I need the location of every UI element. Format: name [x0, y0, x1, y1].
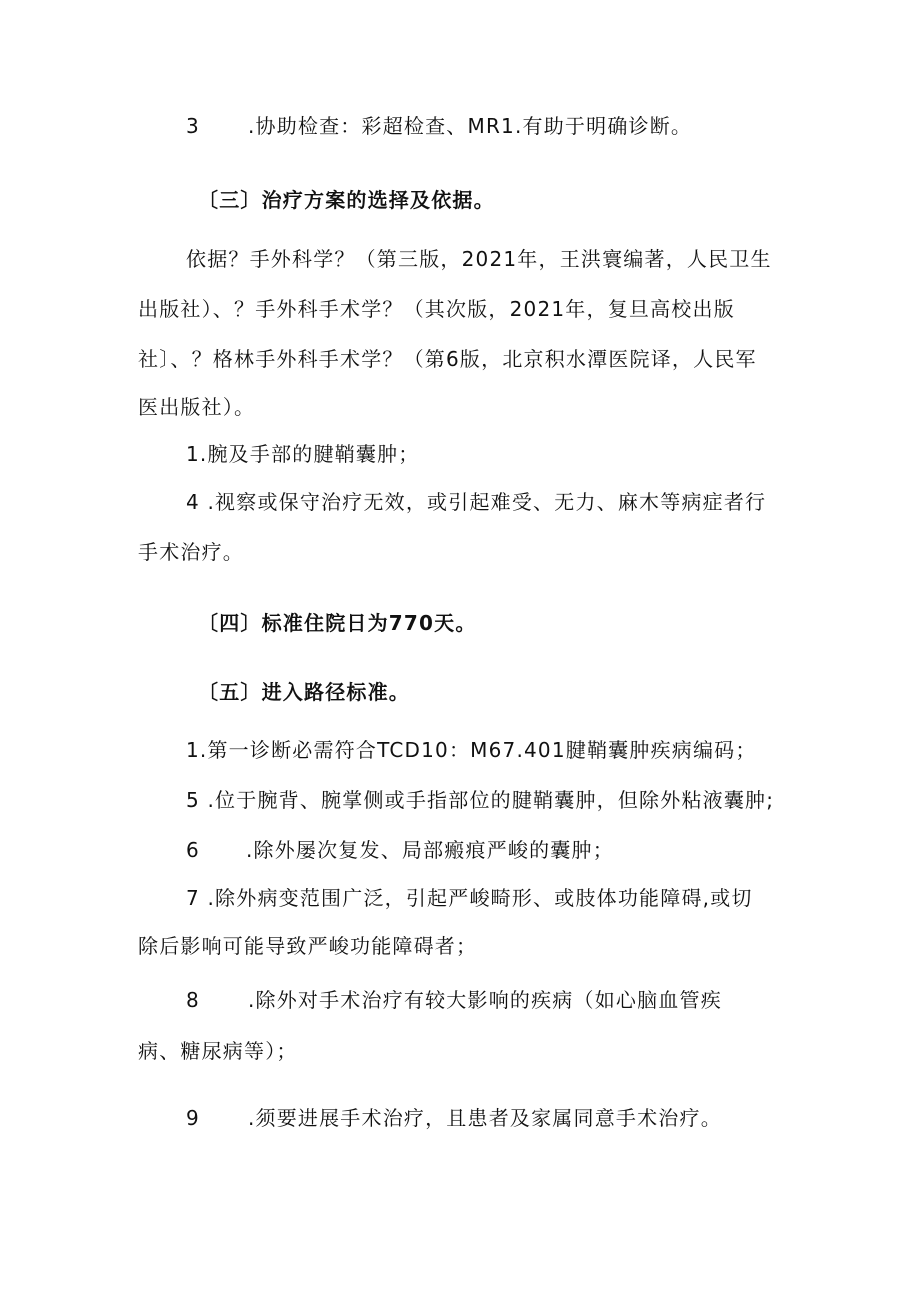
item-number: 6: [186, 838, 200, 862]
list-item: 7 .除外病变范围广泛，引起严峻畸形、或肢体功能障碍,或切: [186, 886, 753, 910]
section-heading-5: 〔五〕进入路径标准。: [198, 680, 410, 704]
list-item-continuation: 病、糖尿病等）；: [138, 1039, 298, 1063]
list-item: [186, 987, 722, 1013]
list-item: [186, 1105, 722, 1131]
item-number: 8: [186, 988, 200, 1012]
item-text: .协助检查：彩超检查、MR1.有助于明确诊断。: [247, 114, 693, 138]
item-number: 9: [186, 1106, 200, 1130]
paragraph-line: 依据？手外科学？（第三版，2021年，王洪寰编著，人民卫生: [186, 247, 772, 271]
list-item: 4 .视察或保守治疗无效，或引起难受、无力、麻木等病症者行: [186, 490, 767, 514]
list-item: [186, 837, 614, 863]
list-item: 1.第一诊断必需符合TCD10：M67.401腱鞘囊肿疾病编码；: [186, 738, 757, 762]
exam-item-3: [186, 113, 692, 139]
section-heading-3: 〔三〕治疗方案的选择及依据。: [198, 188, 495, 212]
item-text: .除外对手术治疗有较大影响的疾病（如心脑血管疾: [247, 988, 722, 1012]
paragraph-line: 出版社）、？手外科手术学？（其次版，2021年，复旦高校出版: [138, 297, 735, 321]
section-heading-4: 〔四〕标准住院日为770天。: [198, 611, 477, 635]
item-number: 3: [186, 114, 200, 138]
list-item-continuation: 手术治疗。: [138, 540, 244, 564]
item-text: .除外屡次复发、局部瘢痕严峻的囊肿；: [245, 838, 614, 862]
list-item: 1.腕及手部的腱鞘囊肿；: [186, 442, 420, 466]
paragraph-line: 医出版社）。: [138, 395, 256, 419]
list-item-continuation: 除后影响可能导致严峻功能障碍者；: [138, 934, 478, 958]
list-item: 5 .位于腕背、腕掌侧或手指部位的腱鞘囊肿，但除外粘液囊肿;: [186, 788, 775, 812]
paragraph-line: 社〕、？格林手外科手术学？（第6版，北京积水潭医院译，人民军: [138, 347, 757, 371]
item-text: .须要进展手术治疗，且患者及家属同意手术治疗。: [247, 1106, 722, 1130]
